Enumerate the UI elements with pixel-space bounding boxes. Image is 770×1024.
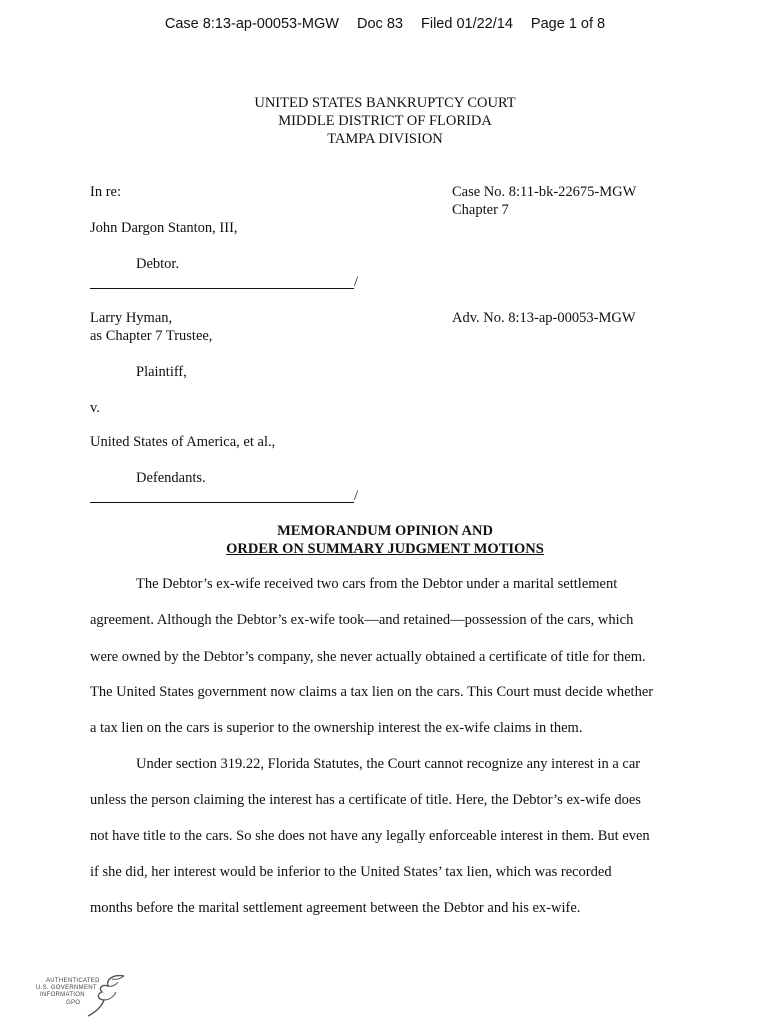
body-line: a tax lien on the cars is superior to the ownership interest the ex-wife claims in them.	[90, 720, 583, 736]
body-line: Under section 319.22, Florida Statutes, the Court cannot recognize any interest in a car	[136, 756, 641, 772]
adversary-number: Adv. No. 8:13-ap-00053-MGW	[452, 310, 636, 326]
seal-line-1: AUTHENTICATED	[46, 978, 100, 984]
stamp-page-number: Page 1 of 8	[530, 16, 606, 32]
debtor-label: Debtor.	[136, 256, 180, 272]
chapter-label: Chapter 7	[452, 202, 509, 218]
in-re-label: In re:	[90, 184, 121, 200]
plaintiff-role: as Chapter 7 Trustee,	[90, 328, 213, 344]
body-line: if she did, her interest would be inferior to the United States’ tax lien, which was recorded	[90, 864, 612, 880]
court-district: MIDDLE DISTRICT OF FLORIDA	[278, 113, 492, 129]
seal-line-3: INFORMATION	[40, 992, 85, 998]
court-division: TAMPA DIVISION	[327, 131, 443, 147]
stamp-case-number: Case 8:13-ap-00053-MGW	[164, 16, 339, 32]
body-line: months before the marital settlement agreement between the Debtor and his ex-wife.	[90, 900, 581, 916]
caption-divider-2	[90, 502, 354, 503]
body-line: were owned by the Debtor’s company, she never actually obtained a certificate of title for them.	[90, 649, 646, 665]
court-heading	[0, 94, 770, 148]
seal-line-2: U.S. GOVERNMENT	[36, 985, 97, 991]
case-number: Case No. 8:11-bk-22675-MGW	[452, 184, 637, 200]
seal-line-4: GPO	[66, 1000, 81, 1006]
body-line: agreement. Although the Debtor’s ex-wife took—and retained—possession of the cars, which	[90, 612, 634, 628]
stamp-filed-date: Filed 01/22/14	[420, 16, 513, 32]
defendant-label: Defendants.	[136, 470, 206, 486]
body-line: The Debtor’s ex-wife received two cars from the Debtor under a marital settlement	[136, 576, 618, 592]
debtor-name: John Dargon Stanton, III,	[90, 220, 238, 236]
ecf-header-stamp	[0, 16, 770, 32]
plaintiff-name: Larry Hyman,	[90, 310, 173, 326]
gpo-authentication-seal	[32, 970, 132, 1020]
title-line-2: ORDER ON SUMMARY JUDGMENT MOTIONS	[226, 541, 544, 557]
stamp-doc-number: Doc 83	[357, 16, 403, 32]
body-line: not have title to the cars. So she does not have any legally enforceable interest in them. But even	[90, 828, 650, 844]
court-name: UNITED STATES BANKRUPTCY COURT	[254, 95, 516, 111]
body-line: unless the person claiming the interest has a certificate of title. Here, the Debtor’s ex-wife does	[90, 792, 641, 808]
defendant-name: United States of America, et al.,	[90, 434, 276, 450]
caption-divider-1	[90, 288, 354, 289]
caption-slash-1: /	[354, 274, 359, 290]
versus-label: v.	[90, 400, 100, 416]
caption-slash-2: /	[354, 488, 359, 504]
title-line-1: MEMORANDUM OPINION AND	[277, 523, 493, 539]
document-title	[0, 522, 770, 558]
plaintiff-label: Plaintiff,	[136, 364, 187, 380]
body-line: The United States government now claims a tax lien on the cars. This Court must decide whether	[90, 684, 654, 700]
